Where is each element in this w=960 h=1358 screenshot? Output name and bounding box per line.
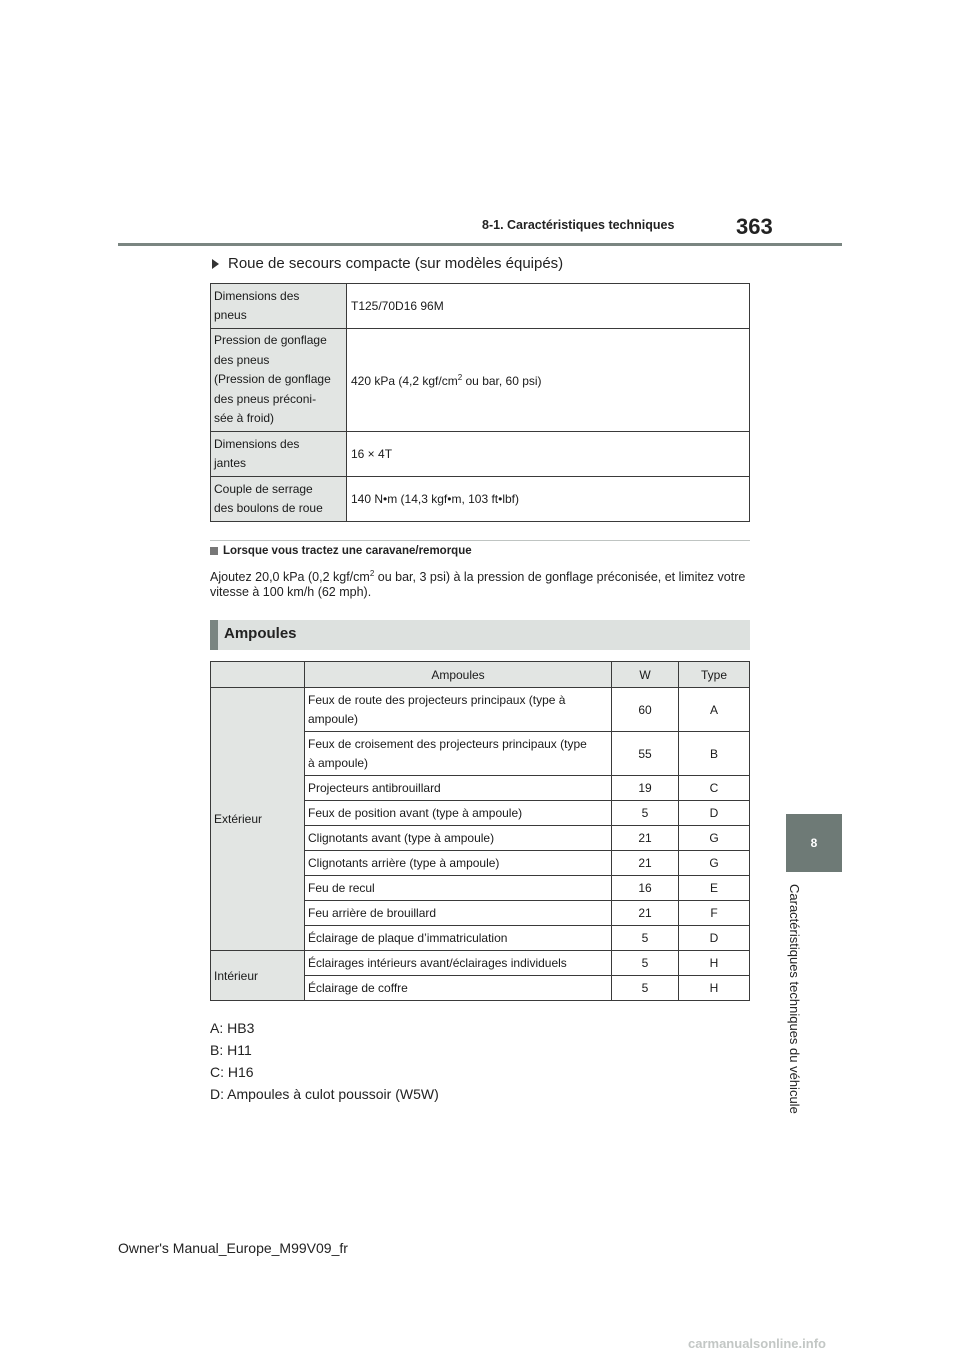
spec-label: Dimensions des pneus <box>211 284 347 329</box>
spec-label: Dimensions des jantes <box>211 432 347 477</box>
towing-text: Ajoutez 20,0 kPa (0,2 kgf/$cm^2$ ou bar, 3 psi) à la pression de gonflage préconisée, et limitez votre vitesse à 100 km/h (62 mph). <box>210 569 746 600</box>
bulb-type: H <box>679 976 750 1001</box>
bulb-watt: 5 <box>612 926 679 951</box>
table-row <box>211 951 750 976</box>
bulb-name: Éclairage de plaque d’immatriculation <box>305 926 612 951</box>
spare-tire-heading <box>212 255 563 272</box>
chapter-tab: 8 <box>786 814 842 872</box>
bulb-watt: 5 <box>612 801 679 826</box>
chapter-label: Caractéristiques techniques du véhicule <box>787 884 802 1114</box>
group-label: Intérieur <box>211 951 305 1001</box>
group-label: Extérieur <box>211 688 305 951</box>
table-row <box>211 477 750 522</box>
legend-item: A: HB3 <box>210 1020 255 1036</box>
watermark: carmanualsonline.info <box>688 1336 826 1351</box>
bulbs-table <box>210 661 750 1001</box>
towing-title: Lorsque vous tractez une caravane/remorque <box>223 545 472 557</box>
bulb-watt: 55 <box>612 732 679 776</box>
column-header: Type <box>679 662 750 688</box>
legend-item: C: H16 <box>210 1064 254 1080</box>
bulb-name: Feu arrière de brouillard <box>305 901 612 926</box>
bulb-watt: 19 <box>612 776 679 801</box>
page-number: 363 <box>736 214 773 239</box>
table-row <box>211 432 750 477</box>
header-rule <box>118 243 842 246</box>
table-row <box>211 284 750 329</box>
bulb-watt: 21 <box>612 851 679 876</box>
spec-value: 16 × 4T <box>347 432 750 477</box>
section-title: 8-1. Caractéristiques techniques <box>482 218 675 232</box>
bulb-type: G <box>679 851 750 876</box>
bulb-type: H <box>679 951 750 976</box>
bulb-name: Feux de position avant (type à ampoule) <box>305 801 612 826</box>
spec-value: 420 kPa (4,2 kgf/$cm^2$ ou bar, 60 psi) <box>347 329 750 432</box>
bulb-type: G <box>679 826 750 851</box>
bulb-type: A <box>679 688 750 732</box>
bulb-name: Feux de route des projecteurs principaux (type à ampoule) <box>305 688 612 732</box>
bulb-watt: 16 <box>612 876 679 901</box>
bulb-type: E <box>679 876 750 901</box>
header-accent-bar <box>210 620 218 650</box>
bulb-watt: 21 <box>612 901 679 926</box>
bulbs-section-header <box>210 620 750 650</box>
bulb-type: B <box>679 732 750 776</box>
triangle-bullet-icon <box>212 259 219 269</box>
bulb-watt: 5 <box>612 951 679 976</box>
bulb-watt: 60 <box>612 688 679 732</box>
bulb-name: Clignotants arrière (type à ampoule) <box>305 851 612 876</box>
footer-text: Owner's Manual_Europe_M99V09_fr <box>118 1240 348 1256</box>
legend-item: D: Ampoules à culot poussoir (W5W) <box>210 1086 439 1102</box>
bulb-name: Éclairages intérieurs avant/éclairages individuels <box>305 951 612 976</box>
bulb-name: Clignotants avant (type à ampoule) <box>305 826 612 851</box>
bulb-name: Feux de croisement des projecteurs principaux (type à ampoule) <box>305 732 612 776</box>
towing-heading <box>210 545 472 557</box>
bulb-watt: 21 <box>612 826 679 851</box>
table-row <box>211 688 750 732</box>
legend-item: B: H11 <box>210 1042 252 1058</box>
bulbs-heading: Ampoules <box>224 625 297 642</box>
spare-tire-title: Roue de secours compacte (sur modèles équipés) <box>228 255 564 272</box>
column-header: Ampoules <box>305 662 612 688</box>
bulb-name: Projecteurs antibrouillard <box>305 776 612 801</box>
bulb-watt: 5 <box>612 976 679 1001</box>
column-header <box>211 662 305 688</box>
bulb-type: C <box>679 776 750 801</box>
table-header-row <box>211 662 750 688</box>
bulb-type: F <box>679 901 750 926</box>
spec-value: T125/70D16 96M <box>347 284 750 329</box>
square-bullet-icon <box>210 547 218 555</box>
spec-label: Couple de serrage des boulons de roue <box>211 477 347 522</box>
spec-value: 140 N•m (14,3 kgf•m, 103 ft•lbf) <box>347 477 750 522</box>
bulb-name: Éclairage de coffre <box>305 976 612 1001</box>
bulb-type: D <box>679 926 750 951</box>
table-row <box>211 329 750 432</box>
spare-tire-table <box>210 283 750 522</box>
spec-label: Pression de gonflage des pneus (Pression de gonflage des pneus préconi- sée à froid) <box>211 329 347 432</box>
bulb-type: D <box>679 801 750 826</box>
bulb-name: Feu de recul <box>305 876 612 901</box>
bulb-legend <box>210 1017 439 1105</box>
column-header: W <box>612 662 679 688</box>
divider <box>210 540 750 541</box>
